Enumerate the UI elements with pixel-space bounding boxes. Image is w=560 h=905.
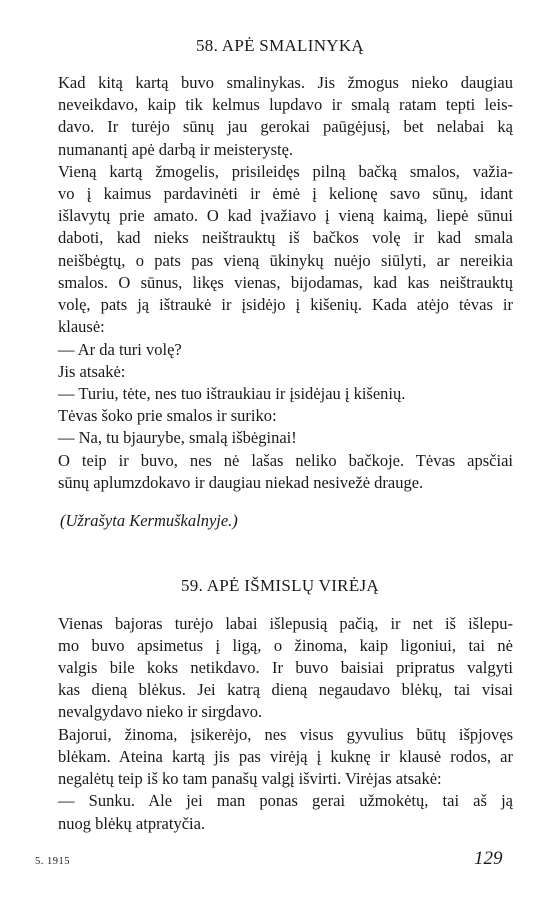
dialogue-line: — Sunku. Ale jei man ponas gerai užmokėtų, tai aš ją <box>58 791 513 810</box>
text-line: vo į kaimus pardavinėti ir ėmė į kelionę savo sūnų, idant <box>58 184 513 203</box>
section-58-title: 58. APĖ SMALINYKĄ <box>195 36 365 55</box>
text-line: daboti, kad nieks neištrauktų iš bačkos volę ir kad smala <box>58 228 513 247</box>
text-line: mo buvo apsimetus į ligą, o žinoma, kaip ligoniui, tai nė <box>58 636 513 655</box>
text-line: Vienas bajoras turėjo labai išlepusią pačią, ir net iš išlepu- <box>58 614 513 633</box>
text-line: valgis bile koks netikdavo. Ir buvo baisiai pripratus valgyti <box>58 658 513 677</box>
text-line: nevalgydavo nieko ir sirgdavo. <box>58 702 263 721</box>
text-line: kas dieną blėkus. Jei katrą dieną negaudavo blėkų, tai visai <box>58 680 513 699</box>
text-line: blėkam. Ateina kartą jis pas virėją į kuknę ir klausė rodos, ar <box>58 747 513 766</box>
dialogue-line: — Ar da turi volę? <box>58 340 182 359</box>
section-59-title: 59. APĖ IŠMISLŲ VIRĖJĄ <box>180 576 380 595</box>
text-line: Tėvas šoko prie smalos ir suriko: <box>58 406 277 425</box>
dialogue-line: — Turiu, tėte, nes tuo ištraukiau ir įsidėjau į kišenių. <box>58 384 406 403</box>
text-line: Kad kitą kartą buvo smalinykas. Jis žmogus nieko daugiau <box>58 73 513 92</box>
page-number: 129 <box>474 848 503 869</box>
text-line: davo. Ir turėjo sūnų jau gerokai paūgėjusį, bet nelabai ką <box>58 117 513 136</box>
recording-note: (Užrašyta Kermuškalnyje.) <box>60 511 238 530</box>
text-line: negalėtų teip iš ko tam panašų valgį išvirti. Virėjas atsakė: <box>58 769 442 788</box>
text-line: volę, pats ją ištraukė ir įsidėjo į kišenių. Kada atėjo tėvas ir <box>58 295 513 314</box>
dialogue-line: — Na, tu bjaurybe, smalą išbėginai! <box>58 428 297 447</box>
text-line: neišbėgtų, o pats pas vieną ūkinykų nuėjo siūlyti, ar nereikia <box>58 251 513 270</box>
text-line: O teip ir buvo, nes nė lašas neliko bačkoje. Tėvas apsčiai <box>58 451 513 470</box>
text-line: klausė: <box>58 317 105 336</box>
text-line: Vieną kartą žmogelis, prisileidęs pilną bačką smalos, važia- <box>58 162 513 181</box>
text-line: sūnų aplumzdokavo ir daugiau niekad nesivežė drauge. <box>58 473 424 492</box>
printer-signature: 5. 1915 <box>35 856 70 867</box>
text-line: Bajorui, žinoma, įsikerėjo, nes visus gyvulius būtų išpjovęs <box>58 725 513 744</box>
text-line: numanantį apė darbą ir meisterystę. <box>58 140 294 159</box>
text-line: išlavytų prie amato. O kad įvažiavo į vieną kaimą, liepė sūnui <box>58 206 513 225</box>
text-line: neveikdavo, kaip tik kelmus lupdavo ir smalą ratam tepti leis- <box>58 95 513 114</box>
text-line: smalos. O sūnus, likęs vienas, bijodamas, kad kas neištrauktų <box>58 273 513 292</box>
text-line: nuog blėkų atpratyčia. <box>58 814 206 833</box>
text-line: Jis atsakė: <box>58 362 126 381</box>
